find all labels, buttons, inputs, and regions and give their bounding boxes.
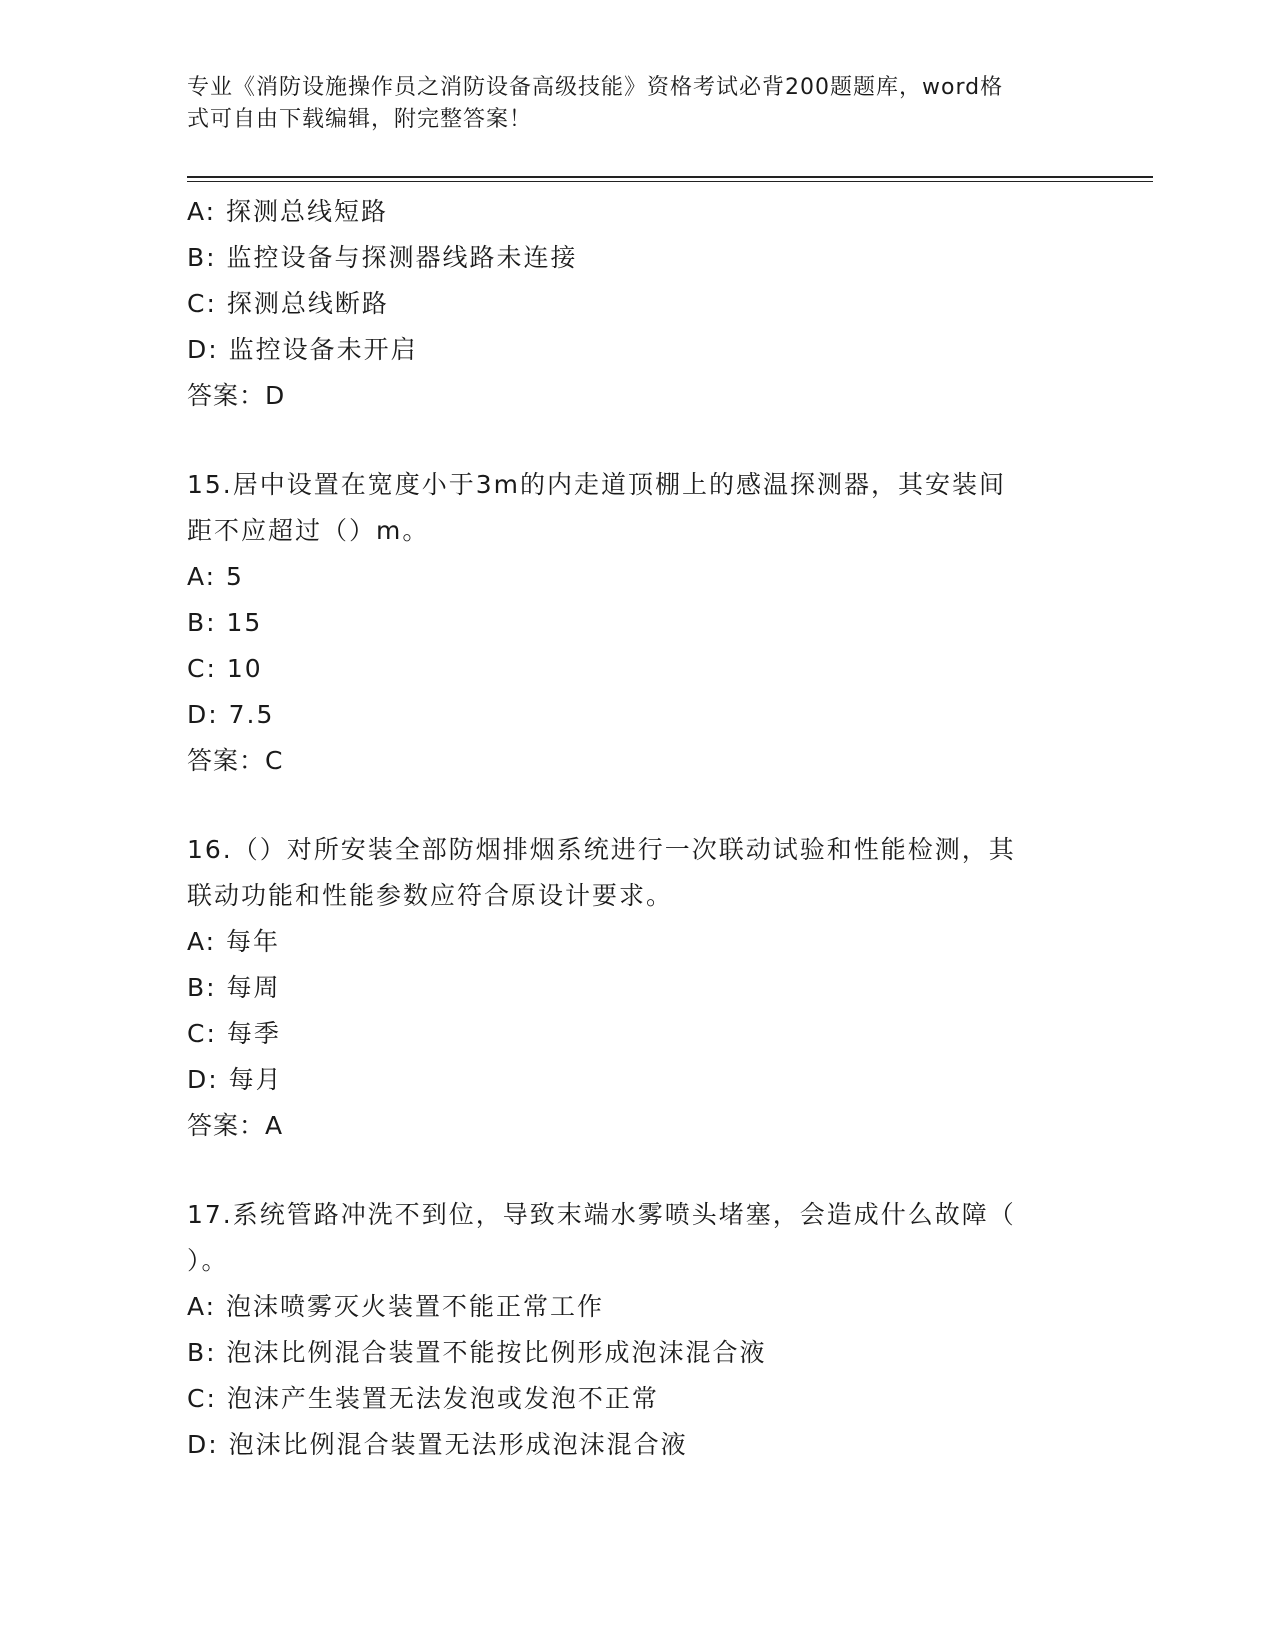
- option-b: B: 15: [187, 608, 263, 637]
- header-rule-thin: [187, 181, 1153, 182]
- page-header: [187, 72, 1067, 136]
- option-a: A: 每年: [187, 927, 281, 956]
- question-block-17: [187, 1192, 1087, 1468]
- option-d: D: 每月: [187, 1065, 283, 1094]
- answer: 答案：A: [187, 1111, 284, 1140]
- option-a: A: 泡沫喷雾灭火装置不能正常工作: [187, 1292, 605, 1321]
- question-stem-line: 17.系统管路冲洗不到位，导致末端水雾喷头堵塞，会造成什么故障（: [187, 1200, 1016, 1229]
- header-line-2: 式可自由下载编辑，附完整答案！: [187, 107, 533, 132]
- option-b: B: 监控设备与探测器线路未连接: [187, 243, 578, 272]
- question-stem-line: 联动功能和性能参数应符合原设计要求。: [187, 881, 674, 910]
- question-stem-line: ）。: [187, 1246, 229, 1275]
- prev-question-block: [187, 189, 1087, 419]
- option-a: A: 探测总线短路: [187, 197, 389, 226]
- option-c: C: 泡沫产生装置无法发泡或发泡不正常: [187, 1384, 659, 1413]
- option-d: D: 监控设备未开启: [187, 335, 418, 364]
- option-c: C: 探测总线断路: [187, 289, 389, 318]
- option-d: D: 泡沫比例混合装置无法形成泡沫混合液: [187, 1430, 688, 1459]
- option-c: C: 每季: [187, 1019, 281, 1048]
- question-block-15: [187, 462, 1087, 784]
- header-rule-thick: [187, 176, 1153, 178]
- option-b: B: 泡沫比例混合装置不能按比例形成泡沫混合液: [187, 1338, 767, 1367]
- header-line-1: 专业《消防设施操作员之消防设备高级技能》资格考试必背200题题库，word格: [187, 75, 1004, 100]
- option-b: B: 每周: [187, 973, 281, 1002]
- question-content: [187, 189, 1087, 1468]
- answer: 答案：C: [187, 746, 284, 775]
- option-c: C: 10: [187, 654, 263, 683]
- question-stem-line: 15.居中设置在宽度小于3m的内走道顶棚上的感温探测器，其安装间: [187, 470, 1007, 499]
- option-a: A: 5: [187, 562, 244, 591]
- question-stem-line: 16.（）对所安装全部防烟排烟系统进行一次联动试验和性能检测，其: [187, 835, 1016, 864]
- question-stem-line: 距不应超过（）m。: [187, 516, 430, 545]
- answer: 答案：D: [187, 381, 286, 410]
- question-block-16: [187, 827, 1087, 1149]
- option-d: D: 7.5: [187, 700, 275, 729]
